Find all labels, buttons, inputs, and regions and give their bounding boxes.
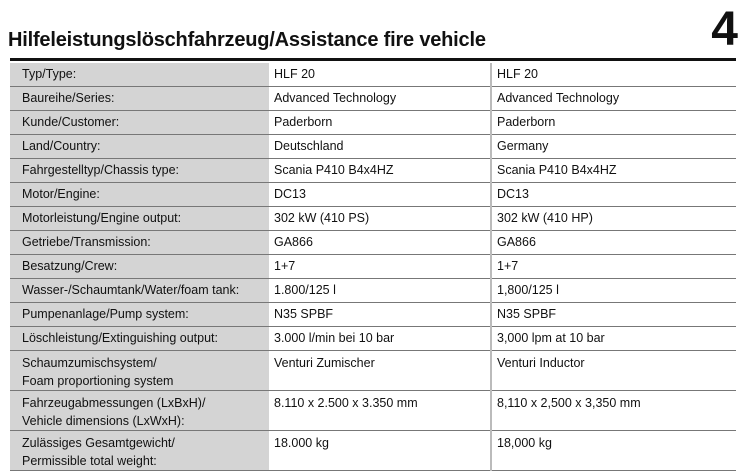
value-german: DC13 (269, 183, 491, 207)
value-german: GA866 (269, 231, 491, 255)
value-english: 1+7 (491, 255, 736, 279)
row-label-line: Fahrzeugabmessungen (LxBxH)/ (22, 396, 206, 410)
table-row (10, 431, 736, 471)
spec-table (10, 63, 736, 471)
row-label (10, 231, 269, 255)
value-english: 1,800/125 l (491, 279, 736, 303)
table-row (10, 231, 736, 255)
row-label (10, 351, 269, 391)
value-german: Deutschland (269, 135, 491, 159)
value-english: 3,000 lpm at 10 bar (491, 327, 736, 351)
row-label (10, 111, 269, 135)
table-row (10, 327, 736, 351)
table-row (10, 87, 736, 111)
value-german: 1+7 (269, 255, 491, 279)
value-english: Scania P410 B4x4HZ (491, 159, 736, 183)
row-label-line: Permissible total weight: (22, 454, 157, 468)
table-row (10, 279, 736, 303)
row-label (10, 207, 269, 231)
row-label-line: Land/Country: (22, 139, 101, 153)
value-german: Paderborn (269, 111, 491, 135)
table-row (10, 135, 736, 159)
value-english: HLF 20 (491, 63, 736, 87)
table-row (10, 303, 736, 327)
page-header (8, 0, 738, 60)
value-german: 8.110 x 2.500 x 3.350 mm (269, 391, 491, 431)
table-row (10, 183, 736, 207)
header-rule (10, 58, 736, 61)
row-label (10, 327, 269, 351)
row-label-line: Getriebe/Transmission: (22, 235, 151, 249)
row-label-line: Wasser-/Schaumtank/Water/foam tank: (22, 283, 240, 297)
row-label (10, 87, 269, 111)
row-label (10, 159, 269, 183)
value-german: 1.800/125 l (269, 279, 491, 303)
value-english: GA866 (491, 231, 736, 255)
row-label-line: Vehicle dimensions (LxWxH): (22, 414, 185, 428)
page-title: Hilfeleistungslöschfahrzeug/Assistance fire vehicle (8, 29, 486, 51)
value-german: Venturi Zumischer (269, 351, 491, 391)
row-label-line: Motorleistung/Engine output: (22, 211, 182, 225)
row-label-line: Fahrgestelltyp/Chassis type: (22, 163, 180, 177)
value-english: Germany (491, 135, 736, 159)
table-row (10, 111, 736, 135)
value-german: 18.000 kg (269, 431, 491, 471)
value-english: Paderborn (491, 111, 736, 135)
value-german: N35 SPBF (269, 303, 491, 327)
value-english: 8,110 x 2,500 x 3,350 mm (491, 391, 736, 431)
value-german: HLF 20 (269, 63, 491, 87)
table-row (10, 63, 736, 87)
row-label-line: Baureihe/Series: (22, 91, 115, 105)
row-label-line: Motor/Engine: (22, 187, 100, 201)
value-english: 18,000 kg (491, 431, 736, 471)
value-english: 302 kW (410 HP) (491, 207, 736, 231)
value-english: Advanced Technology (491, 87, 736, 111)
row-label (10, 183, 269, 207)
value-english: Venturi Inductor (491, 351, 736, 391)
row-label (10, 391, 269, 431)
table-row (10, 207, 736, 231)
value-german: Advanced Technology (269, 87, 491, 111)
table-row (10, 159, 736, 183)
value-english: DC13 (491, 183, 736, 207)
row-label-line: Schaumzumischsystem/ (22, 356, 157, 370)
table-row (10, 351, 736, 391)
value-german: 302 kW (410 PS) (269, 207, 491, 231)
row-label-line: Löschleistung/Extinguishing output: (22, 331, 218, 345)
value-german: Scania P410 B4x4HZ (269, 159, 491, 183)
value-english: N35 SPBF (491, 303, 736, 327)
row-label (10, 303, 269, 327)
row-label (10, 279, 269, 303)
table-row (10, 391, 736, 431)
row-label-line: Kunde/Customer: (22, 115, 120, 129)
row-label (10, 135, 269, 159)
row-label-line: Foam proportioning system (22, 374, 174, 388)
spec-table-body (10, 63, 736, 471)
row-label-line: Zulässiges Gesamtgewicht/ (22, 436, 175, 450)
table-row (10, 255, 736, 279)
row-label (10, 255, 269, 279)
row-label (10, 431, 269, 471)
row-label-line: Pumpenanlage/Pump system: (22, 307, 189, 321)
row-label-line: Typ/Type: (22, 67, 77, 81)
page-number: 4 (711, 3, 738, 56)
row-label (10, 63, 269, 87)
value-german: 3.000 l/min bei 10 bar (269, 327, 491, 351)
row-label-line: Besatzung/Crew: (22, 259, 118, 273)
